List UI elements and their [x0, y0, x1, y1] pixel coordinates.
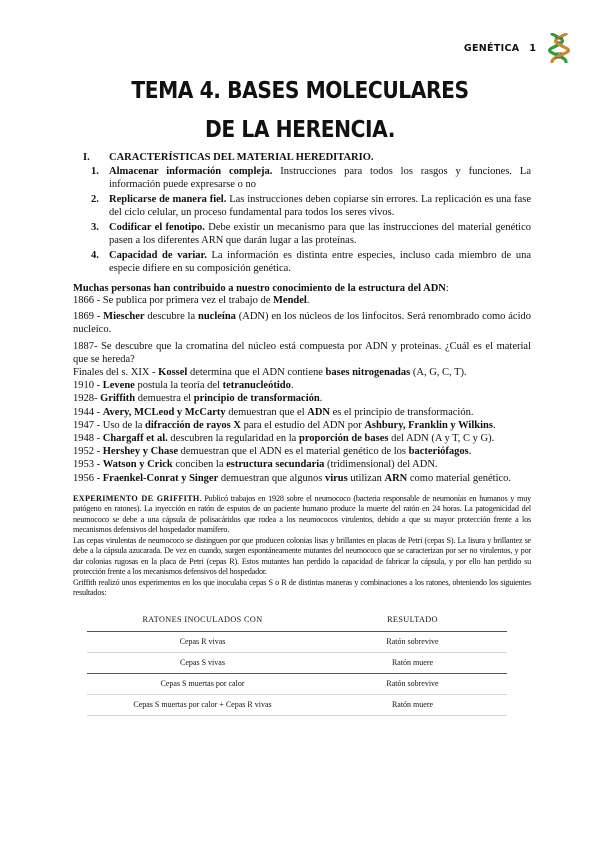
list-item: [73, 249, 531, 275]
timeline-entry: 1866 - Se publica por primera vez el trabajo de Mendel.: [73, 295, 310, 306]
timeline-entry: 1952 - Hershey y Chase demuestran que el ADN es el material genético de los bacteriófagos.: [73, 446, 472, 458]
list-item: [73, 193, 531, 219]
characteristics-list: [73, 165, 531, 275]
table-header-row: [87, 613, 507, 632]
timeline-entry: 1869 - Miescher descubre la nucleína (ADN) en los núcleos de los linfocitos. Será renombrado como ácido nucleico.: [73, 311, 531, 336]
list-item: [73, 165, 531, 191]
experiment-paragraph-3: Griffith realizó unos experimentos en los que inoculaba cepas S o R de distintas maneras y combinaciones a los ratones, obteniendo los siguientes resultados:: [73, 577, 531, 598]
timeline-entry: Finales del s. XIX - Kossel determina que el ADN contiene bases nitrogenadas (A, G, C, T).: [73, 367, 467, 379]
history-lead: [73, 283, 531, 294]
table-row: [87, 652, 507, 673]
page-header: [464, 34, 570, 62]
timeline-entry: 1956 - Fraenkel-Conrat y Singer demuestran que algunos virus utilizan ARN como material genético.: [73, 472, 512, 484]
table-cell: Cepas S muertas por calor + Cepas R vivas: [87, 694, 318, 715]
list-item: [73, 221, 531, 247]
timeline-entry: 1948 - Chargaff et al. descubren la regularidad en la proporción de bases del ADN (A y T, C y G).: [73, 433, 495, 445]
timeline-entry: 1953 - Watson y Crick conciben la estructura secundaria (tridimensional) del ADN.: [73, 459, 438, 471]
table-cell: Ratón muere: [318, 694, 507, 715]
table-cell: Cepas R vivas: [87, 631, 318, 652]
experiment-paragraph-1: [73, 494, 531, 536]
table-row: [87, 631, 507, 652]
list-item-number: 3.: [91, 222, 99, 233]
timeline-entry: 1910 - Levene postula la teoría del tetranucleótido.: [73, 380, 294, 392]
section-heading: [83, 152, 531, 163]
list-item-number: 2.: [91, 194, 99, 205]
list-item-text: Codificar el fenotipo. Debe existir un mecanismo para que las instrucciones del material genético pasen a los diferentes ARN que darán lugar a las proteínas.: [109, 222, 531, 246]
section-title: CARACTERÍSTICAS DEL MATERIAL HEREDITARIO.: [109, 152, 374, 163]
header-subject: GENÉTICA: [463, 42, 520, 54]
experiment-paragraph-2: Las cepas virulentas de neumococo se distinguen por que producen colonias lisas y brillantes en placas de Petri (cepas S). La lisura y brillantez se debe a la cápsula azucarada. De vez en cuando, surgen espontáneamente mutantes del neumococo que se caracterizan por ser no virulentos, y por dar colonias rugosas en la placa de Petri (cepas R). Estos mutantes han perdido la capacidad de fabricar la cápsula, y por ello han perdido su protección frente a los mecanismos defensivos del hospedador.: [73, 535, 531, 577]
history-timeline: [73, 294, 531, 485]
section-number: I.: [83, 152, 90, 163]
page-title-line-2: DE LA HERENCIA.: [205, 117, 395, 143]
timeline-entry: 1947 - Uso de la difracción de rayos X para el estudio del ADN por Ashbury, Franklin y Wilkins.: [73, 419, 496, 431]
history-lead-text: Muchas personas han contribuido a nuestro conocimiento de la estructura del ADN: [73, 283, 446, 294]
column-header-inoculated: RATONES INOCULADOS CON: [87, 613, 318, 632]
header-page-number: 1: [529, 42, 536, 54]
table-cell: Cepas S muertas por calor: [87, 673, 318, 694]
table-cell: Cepas S vivas: [87, 652, 318, 673]
list-item-number: 1.: [91, 166, 99, 177]
timeline-entry: 1887- Se descubre que la cromatina del núcleo está compuesta por ADN y proteínas. ¿Cuál es el material que se hereda?: [73, 340, 531, 365]
table-row: [87, 673, 507, 694]
history-lead-colon: :: [445, 283, 449, 294]
timeline-entry: 1928- Griffith demuestra el principio de transformación.: [73, 393, 323, 405]
table-cell: Ratón sobrevive: [318, 631, 507, 652]
document-body: [73, 152, 531, 716]
table-cell: Ratón sobrevive: [318, 673, 507, 694]
timeline-entry: 1944 - Avery, MCLeod y McCarty demuestran que el ADN es el principio de transformación.: [73, 406, 474, 418]
experiment-text-1: . Publicó trabajos en 1928 sobre el neumococo (bacteria responsable de neumonías en humanos y muy patógeno en ratones). La inyección en ratón de esputos de un paciente humano produce la muerte del ratón en 24 horas. La patogenicidad del neumococo se debe a una cápsula de polisacáridos que rodea a los neumococos virulentos, debido a que su mayor protección frente a los mecanismos defensivos del hospedador mamífero.: [73, 493, 531, 535]
griffith-experiment: [73, 494, 531, 599]
list-item-text: Replicarse de manera fiel. Las instrucciones deben copiarse sin errores. La replicación es una fase del ciclo celular, un proceso fundamental para todos los seres vivos.: [109, 194, 531, 218]
results-table: [87, 613, 507, 716]
page-title-line-1: TEMA 4. BASES MOLECULARES: [131, 78, 469, 104]
experiment-caption: EXPERIMENTO DE GRIFFITH: [73, 493, 200, 503]
table-row: [87, 694, 507, 715]
column-header-result: RESULTADO: [318, 613, 507, 632]
list-item-text: Almacenar información compleja. Instrucciones para todos los rasgos y funciones. La información puede expresarse o no: [109, 166, 531, 190]
list-item-text: Capacidad de variar. La información es distinta entre especies, incluso cada miembro de una especie difiere en su composición genética.: [109, 250, 531, 274]
table-cell: Ratón muere: [318, 652, 507, 673]
dna-helix-icon: [548, 33, 570, 63]
list-item-number: 4.: [91, 250, 99, 261]
